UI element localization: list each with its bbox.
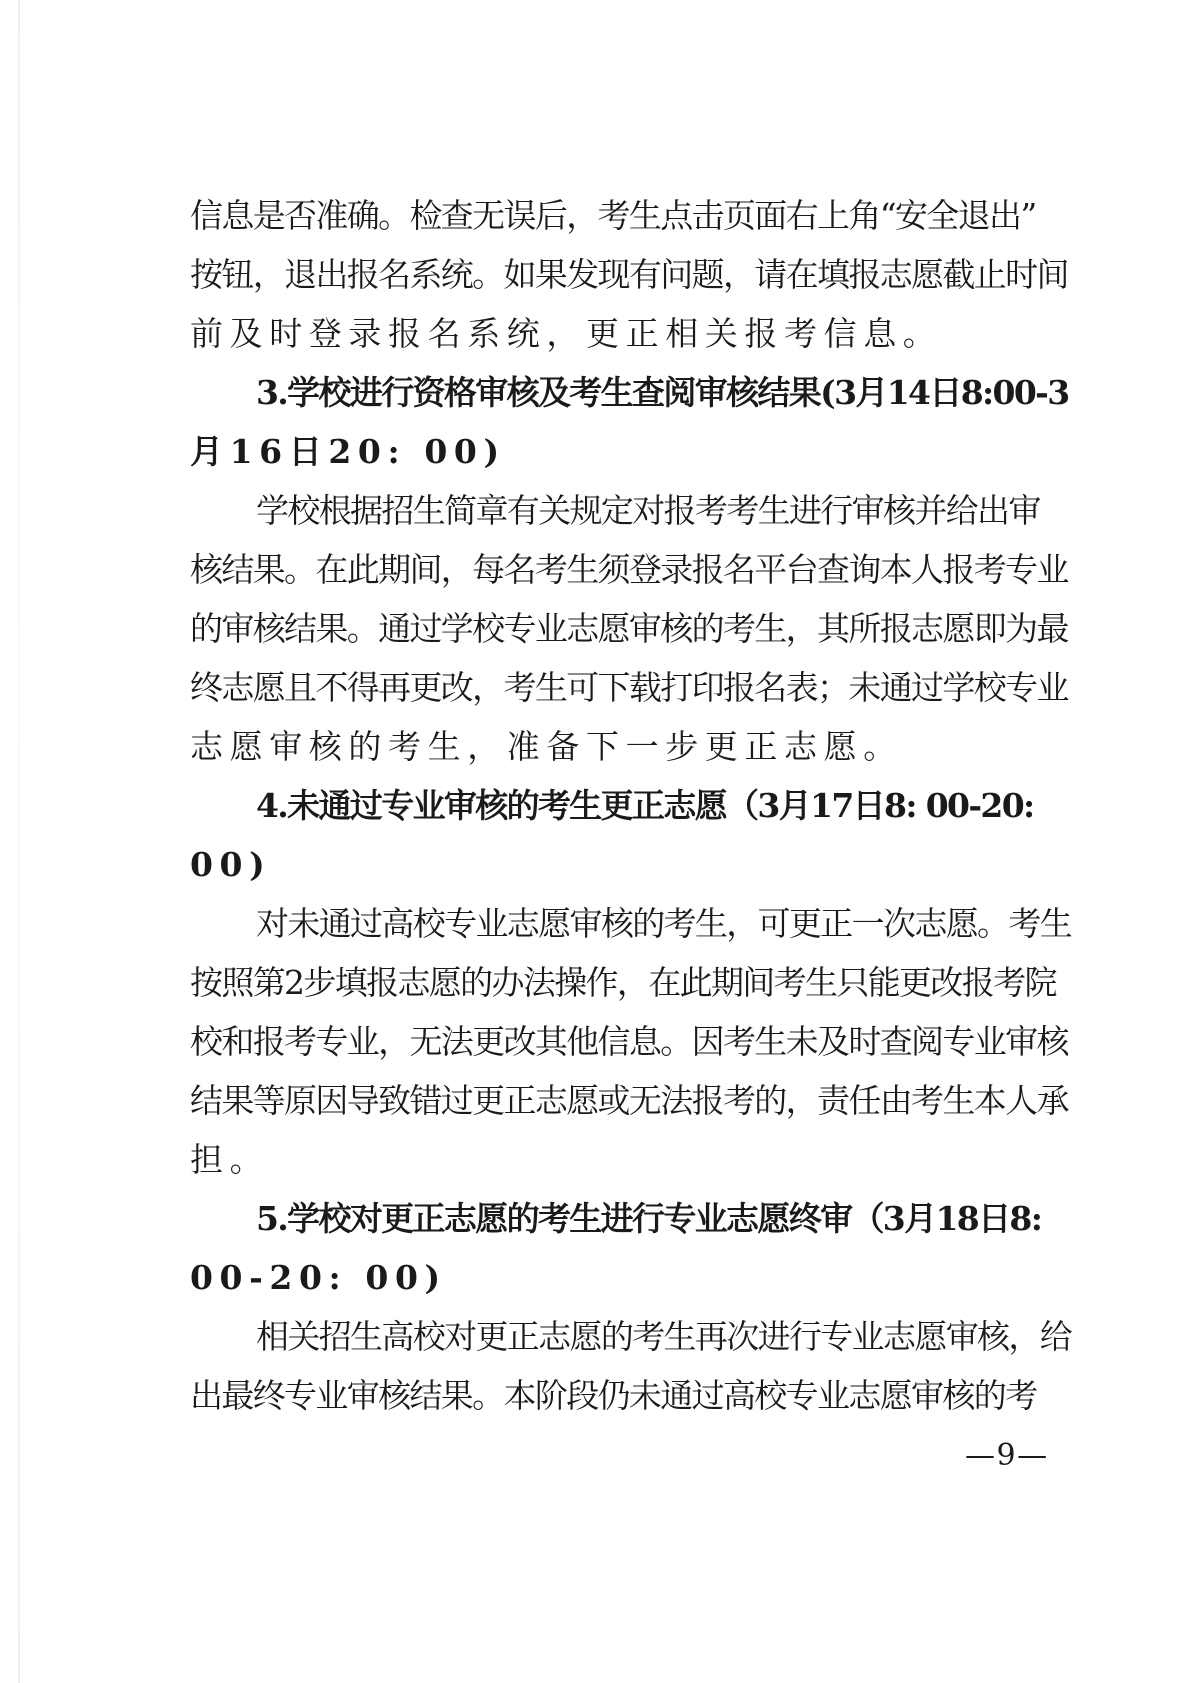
page-number: —9— [965, 1438, 1049, 1473]
text-line: 担。 [190, 1140, 270, 1179]
text-line: 信息是否准确。检查无误后，考生点击页面右上角“安全退出” [190, 196, 1036, 235]
section-heading-3 [190, 363, 1069, 481]
text-line: 对未通过高校专业志愿审核的考生，可更正一次志愿。考生 [256, 904, 1072, 943]
heading-line: 月16日20: 00) [190, 432, 506, 471]
heading-line: 00-20: 00) [190, 1258, 447, 1297]
text-line: 校和报考专业，无法更改其他信息。因考生未及时查阅专业审核 [190, 1022, 1068, 1061]
heading-line: 00) [190, 845, 272, 884]
text-line: 志愿审核的考生，准备下一步更正志愿。 [190, 727, 903, 766]
scan-edge [18, 0, 20, 1683]
text-line: 结果等原因导致错过更正志愿或无法报考的，责任由考生本人承 [190, 1081, 1068, 1120]
section-heading-4 [190, 776, 1040, 894]
text-line: 出最终专业审核结果。本阶段仍未通过高校专业志愿审核的考 [190, 1376, 1037, 1415]
text-line: 核结果。在此期间，每名考生须登录报名平台查询本人报考专业 [190, 550, 1068, 589]
text-line: 的审核结果。通过学校专业志愿审核的考生，其所报志愿即为最 [190, 609, 1068, 648]
paragraph-review [190, 481, 1068, 776]
paragraph-correction [190, 894, 1072, 1189]
text-line: 终志愿且不得再更改，考生可下载打印报名表；未通过学校专业 [190, 668, 1068, 707]
text-line: 学校根据招生简章有关规定对报考考生进行审核并给出审 [256, 491, 1040, 530]
document-body [190, 186, 1072, 1425]
heading-line: 3.学校进行资格审核及考生查阅审核结果(3月14日8:00-3 [256, 373, 1069, 412]
text-line: 前及时登录报名系统，更正相关报考信息。 [190, 314, 943, 353]
text-line: 按照第2步填报志愿的办法操作，在此期间考生只能更改报考院 [190, 963, 1056, 1002]
paragraph-final-review [190, 1307, 1072, 1425]
heading-line: 5.学校对更正志愿的考生进行专业志愿终审（3月18日8: [256, 1199, 1042, 1238]
paragraph-continuation [190, 186, 1068, 363]
heading-line: 4.未通过专业审核的考生更正志愿（3月17日8: 00-20: [256, 786, 1034, 825]
text-line: 相关招生高校对更正志愿的考生再次进行专业志愿审核，给 [256, 1317, 1072, 1356]
text-line: 按钮，退出报名系统。如果发现有问题，请在填报志愿截止时间 [190, 255, 1068, 294]
section-heading-5 [190, 1189, 1040, 1307]
